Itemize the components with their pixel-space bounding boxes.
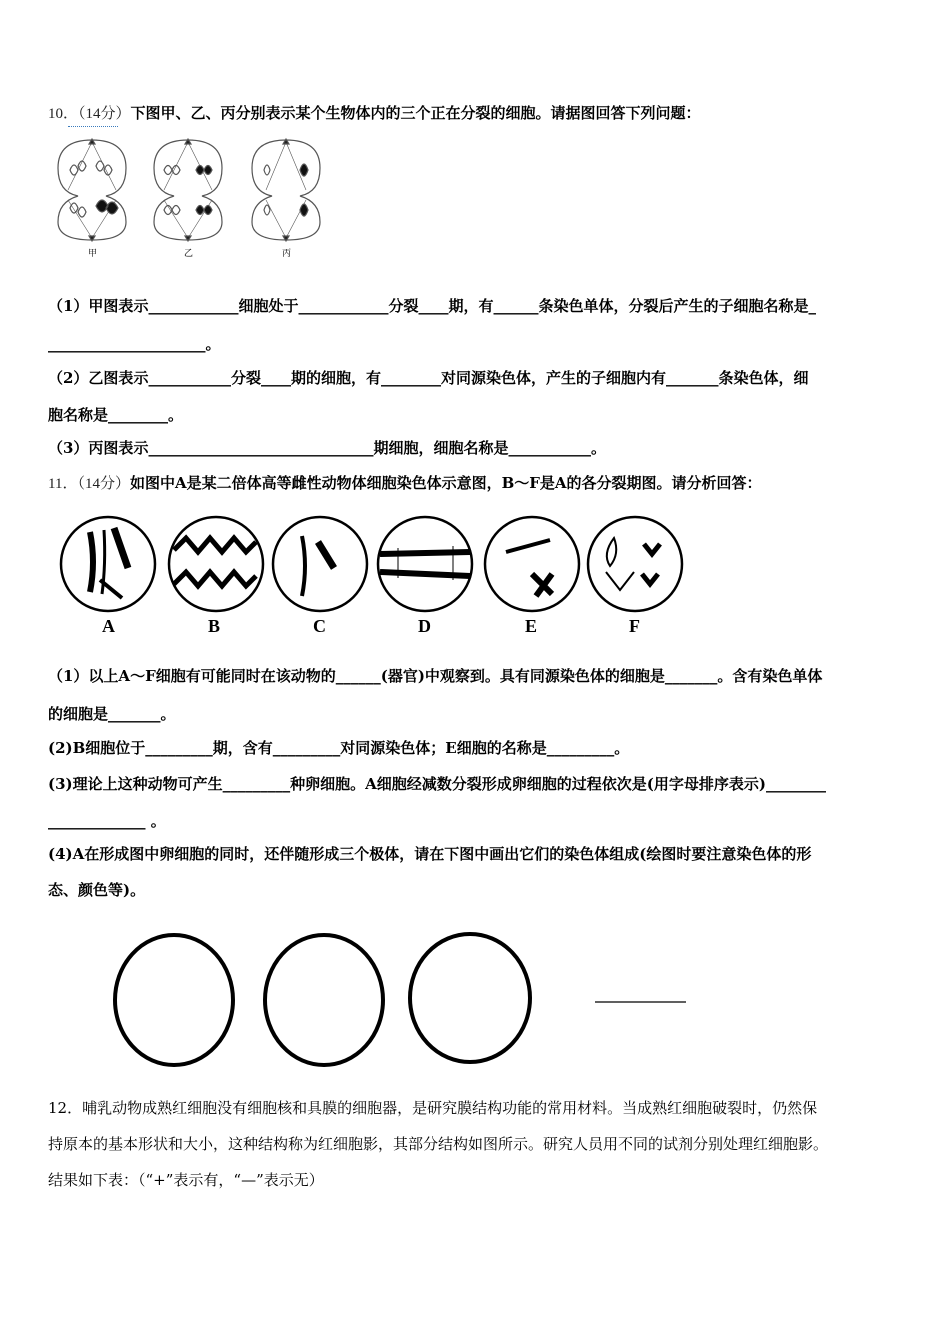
polar-body-drawing-area (110, 928, 700, 1072)
q11-p2: (2)B细胞位于_________期，含有_________对同源染色体；E细胞的名称是_________。 (48, 739, 630, 757)
label-C: C (313, 616, 326, 636)
cell-F (588, 517, 682, 611)
q10-p3: （3）丙图表示______________________________期细胞，细胞名称是___________。 (48, 439, 606, 457)
cell-B (169, 517, 263, 611)
q10-p1-line1: （1）甲图表示____________细胞处于____________分裂____期，有______条染色单体，分裂后产生的子细胞名称是_ (48, 297, 816, 315)
dotted-underline (68, 126, 118, 127)
q11-p3-line1: (3)理论上这种动物可产生_________种卵细胞。A细胞经减数分裂形成卵细胞的过程依次是(用字母排序表示)________ (48, 775, 826, 793)
q10-cell-figure (48, 130, 338, 262)
q12-line3: 结果如下表：（“+”表示有，“—”表示无） (48, 1171, 324, 1189)
polar-body-circle-3 (410, 934, 530, 1062)
polar-body-circle-2 (265, 935, 383, 1065)
label-E: E (525, 616, 538, 636)
q10-p2-line2: 胞名称是________。 (48, 406, 184, 424)
cell-D (378, 517, 472, 611)
q12-line1: 12．哺乳动物成熟红细胞没有细胞核和具膜的细胞器，是研究膜结构功能的常用材料。当成熟红细胞破裂时，仍然保 (48, 1099, 818, 1117)
q11-p1-line1: （1）以上A～F细胞有可能同时在该动物的______(器官)中观察到。具有同源染色体的细胞是_______。含有染色单体 (48, 667, 823, 685)
cell-A (61, 517, 155, 611)
cell-jia (58, 139, 126, 241)
q11-cell-figure (58, 512, 688, 640)
q10-p1-line2: _____________________。 (48, 335, 221, 353)
label-A: A (102, 616, 115, 636)
cell-E (485, 517, 579, 611)
q11-p4-line2: 态、颜色等)。 (48, 881, 146, 899)
q11-header: 11．（14分）如图中A是某二倍体高等雌性动物体细胞染色体示意图，B～F是A的各分裂期图。请分析回答： (48, 474, 762, 492)
cell-C (273, 517, 367, 611)
cell-yi (154, 139, 222, 241)
q10-p2-line1: （2）乙图表示___________分裂____期的细胞，有________对同源染色体，产生的子细胞内有_______条染色体，细 (48, 369, 809, 387)
label-yi: 乙 (184, 249, 194, 259)
label-jia: 甲 (88, 249, 98, 259)
polar-body-circle-1 (115, 935, 233, 1065)
label-D: D (418, 616, 431, 636)
label-F: F (629, 616, 640, 636)
cell-bing (252, 139, 320, 241)
q10-header: 10．（14分）下图甲、乙、丙分别表示某个生物体内的三个正在分裂的细胞。请据图回答下列问题： (48, 104, 701, 122)
q11-p3-line2: _____________ 。 (48, 812, 166, 830)
q12-line2: 持原本的基本形状和大小，这种结构称为红细胞影，其部分结构如图所示。研究人员用不同的试剂分别处理红细胞影。 (48, 1135, 829, 1153)
q11-p4-line1: (4)A在形成图中卵细胞的同时，还伴随形成三个极体，请在下图中画出它们的染色体组成(绘图时要注意染色体的形 (48, 845, 812, 863)
label-B: B (208, 616, 221, 636)
label-bing: 丙 (282, 249, 292, 259)
q11-p1-line2: 的细胞是_______。 (48, 705, 176, 723)
